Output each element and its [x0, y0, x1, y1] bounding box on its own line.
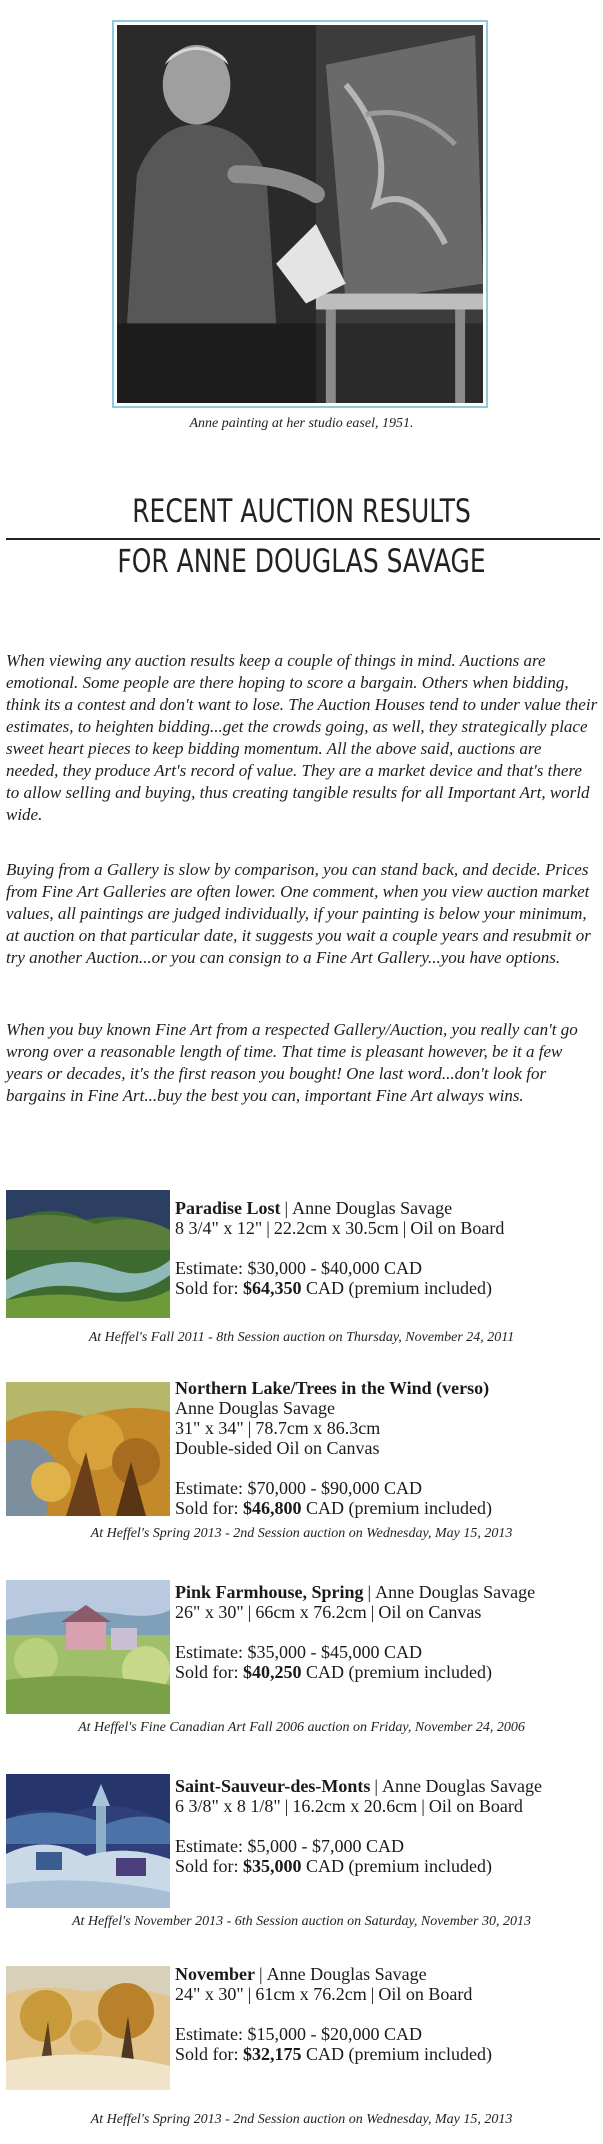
medium: Double-sided Oil on Canvas [175, 1438, 380, 1458]
size-cm: 22.2cm x 30.5cm [273, 1218, 399, 1238]
auction-details: At Heffel's Fine Canadian Art Fall 2006 auction on Friday, November 24, 2006 [78, 1720, 525, 1735]
artwork-thumbnail-november [6, 1966, 170, 2090]
painting-image [6, 1966, 170, 2090]
auction-details: At Heffel's Spring 2013 - 2nd Session auction on Wednesday, May 15, 2013 [90, 2112, 513, 2127]
artist-name: Anne Douglas Savage [292, 1198, 453, 1218]
artwork-info-november: November | Anne Douglas Savage 24" x 30" | 61cm x 76.2cm | Oil on Board Estimate: $15,000 - $20,000 CAD Sold for: $32,175 CAD (premium included) [175, 1964, 492, 2064]
medium: Oil on Canvas [378, 1602, 482, 1622]
page-title-line-1: RECENT AUCTION RESULTS [132, 492, 471, 530]
estimate: $35,000 - $45,000 CAD [247, 1642, 422, 1662]
sold-price: $40,250 [243, 1662, 302, 1682]
estimate: $70,000 - $90,000 CAD [247, 1478, 422, 1498]
sold-price: $35,000 [243, 1856, 302, 1876]
painting-image [6, 1580, 170, 1714]
estimate: $15,000 - $20,000 CAD [247, 2024, 422, 2044]
medium: Oil on Board [410, 1218, 505, 1238]
artist-name: Anne Douglas Savage [266, 1964, 427, 1984]
size-inches: 8 3/4" x 12" [175, 1218, 263, 1238]
sold-price: $64,350 [243, 1278, 302, 1298]
artwork-info-northern-lake: Northern Lake/Trees in the Wind (verso) Anne Douglas Savage 31" x 34" | 78.7cm x 86.3cm Double-sided Oil on Canvas Estimate: $70,000 - $90,000 CAD Sold for: $46,800 CAD (premium included) [175, 1378, 600, 1518]
auction-details: At Heffel's Fall 2011 - 8th Session auction on Thursday, November 24, 2011 [88, 1330, 515, 1345]
medium: Oil on Board [378, 1984, 473, 2004]
artwork-info-paradise-lost: Paradise Lost | Anne Douglas Savage 8 3/4" x 12" | 22.2cm x 30.5cm | Oil on Board Estimate: $30,000 - $40,000 CAD Sold for: $64,350 CAD (premium included) [175, 1198, 505, 1298]
artwork-title: Northern Lake/Trees in the Wind (verso) [175, 1378, 490, 1398]
intro-paragraph-1: When viewing any auction results keep a couple of things in mind. Auctions are emotional. Some people are there hoping to score a bargain. Others when bidding, think its a contest and don't want to lose. The Auction Houses tend to under value their estimates, to heighten bidding...get the crowds going, as well, they strategically place sweet heart pieces to keep bidding momentum. All the above said, auctions are needed, they produce Art's record of value. They are a market device and that's there to allow selling and buying, thus creating tangible results for all Important Art, world wide. [6, 651, 598, 824]
size-inches: 6 3/8" x 8 1/8" [175, 1796, 281, 1816]
intro-paragraph-3: When you buy known Fine Art from a respected Gallery/Auction, you really can't go wrong over a reasonable length of time. That time is pleasant however, be it a few years or decades, it's the first reason you bought! One last word...don't look for bargains in Fine Art...buy the best you can, important Fine Art always wins. [6, 1020, 578, 1105]
hero-photo [112, 20, 488, 408]
artwork-thumbnail-pink-farmhouse [6, 1580, 170, 1714]
intro-paragraph-2: Buying from a Gallery is slow by comparison, you can stand back, and decide. Prices from Fine Art Galleries are often lower. One comment, when you view auction market values, all paintings are judged individually, if your painting is below your minimum, at auction on that particular date, it suggests you wait a couple years and resubmit or try another Auction...or you can consign to a Fine Art Gallery...you have options. [6, 860, 591, 967]
artist-name: Anne Douglas Savage [375, 1582, 536, 1602]
size-inches: 31" x 34" [175, 1418, 244, 1438]
auction-details: At Heffel's Spring 2013 - 2nd Session auction on Wednesday, May 15, 2013 [90, 1526, 513, 1541]
size-cm: 78.7cm x 86.3cm [255, 1418, 381, 1438]
sold-price: $32,175 [243, 2044, 302, 2064]
sold-price: $46,800 [243, 1498, 302, 1518]
size-inches: 26" x 30" [175, 1602, 244, 1622]
artwork-title: Saint-Sauveur-des-Monts [175, 1776, 371, 1796]
artwork-title: Paradise Lost [175, 1198, 281, 1218]
artwork-thumbnail-paradise-lost [6, 1190, 170, 1318]
studio-photo-illustration [117, 25, 483, 403]
artwork-title: Pink Farmhouse, Spring [175, 1582, 364, 1602]
estimate: $30,000 - $40,000 CAD [247, 1258, 422, 1278]
painting-image [6, 1190, 170, 1318]
painting-image [6, 1382, 170, 1516]
auction-details: At Heffel's November 2013 - 6th Session auction on Saturday, November 30, 2013 [72, 1914, 531, 1929]
medium: Oil on Board [428, 1796, 523, 1816]
artwork-thumbnail-northern-lake [6, 1382, 170, 1516]
size-cm: 66cm x 76.2cm [255, 1602, 367, 1622]
artwork-info-pink-farmhouse: Pink Farmhouse, Spring | Anne Douglas Savage 26" x 30" | 66cm x 76.2cm | Oil on Canvas Estimate: $35,000 - $45,000 CAD Sold for: $40,250 CAD (premium included) [175, 1582, 536, 1682]
artwork-info-saint-sauveur: Saint-Sauveur-des-Monts | Anne Douglas Savage 6 3/8" x 8 1/8" | 16.2cm x 20.6cm | Oil on Board Estimate: $5,000 - $7,000 CAD Sold for: $35,000 CAD (premium included) [175, 1776, 542, 1876]
page-title-line-2: FOR ANNE DOUGLAS SAVAGE [117, 542, 486, 580]
size-inches: 24" x 30" [175, 1984, 244, 2004]
size-cm: 16.2cm x 20.6cm [292, 1796, 418, 1816]
title-divider [6, 538, 600, 540]
artwork-thumbnail-saint-sauveur [6, 1774, 170, 1908]
estimate: $5,000 - $7,000 CAD [247, 1836, 404, 1856]
artwork-title: November [175, 1964, 255, 1984]
size-cm: 61cm x 76.2cm [255, 1984, 367, 2004]
hero-caption: Anne painting at her studio easel, 1951. [189, 416, 414, 431]
artist-name: Anne Douglas Savage [381, 1776, 542, 1796]
artist-name: Anne Douglas Savage [175, 1398, 335, 1418]
painting-image [6, 1774, 170, 1908]
